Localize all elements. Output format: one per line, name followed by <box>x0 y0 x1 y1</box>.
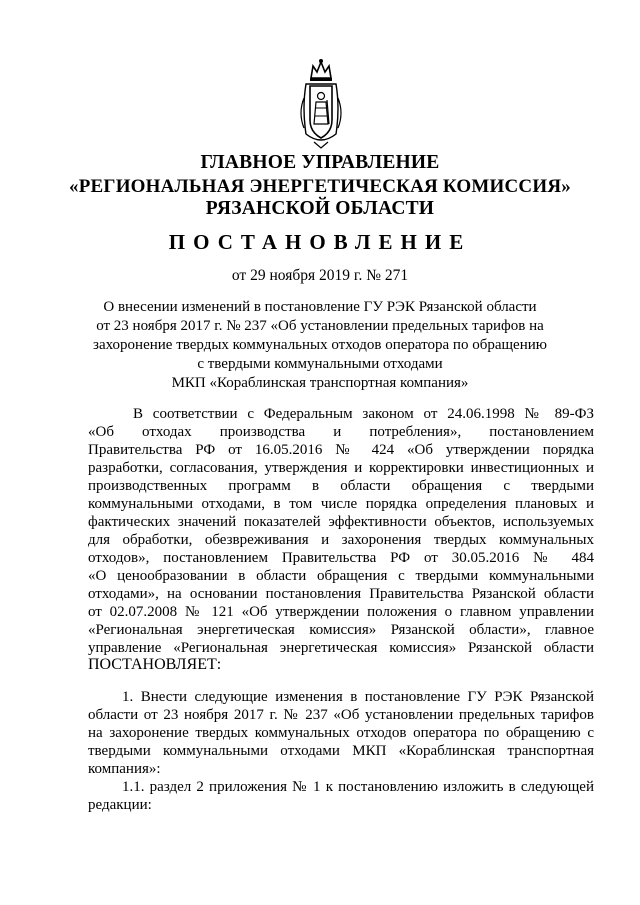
subject-line: с твердыми коммунальными отходами <box>197 356 443 372</box>
preamble-line: для обработки, обезвреживания и захоронения твердых коммунальных <box>88 532 594 548</box>
preamble-line: управление «Региональная энергетическая комиссия» Рязанской области <box>88 640 594 656</box>
preamble-line: от 02.07.2008 № 121 «Об утверждении положения о главном управлении <box>88 604 594 620</box>
item-1-line: твердыми коммунальными отходами МКП «Кораблинская транспортная <box>88 743 594 759</box>
item-1-1-line: редакции: <box>88 797 152 813</box>
preamble-line: «О ценообразовании в области обращения с твердыми коммунальными <box>88 568 594 584</box>
preamble-line: разработки, согласования, утверждения и корректировки инвестиционных и <box>88 460 594 476</box>
item-1-1-line: 1.1. раздел 2 приложения № 1 к постановлению изложить в следующей <box>122 779 594 795</box>
item-1-line: 1. Внести следующие изменения в постановление ГУ РЭК Рязанской <box>122 689 594 705</box>
coat-of-arms-emblem <box>296 58 346 150</box>
preamble-line: производственных программ в области обращения с твердыми <box>88 478 594 494</box>
preamble-line: отходов», постановлением Правительства РФ от 30.05.2016 № 484 <box>88 550 594 566</box>
org-name-line-2: «РЕГИОНАЛЬНАЯ ЭНЕРГЕТИЧЕСКАЯ КОМИССИЯ» <box>69 176 571 197</box>
subject-line: от 23 ноября 2017 г. № 237 «Об установлении предельных тарифов на <box>96 318 544 334</box>
org-name-line-3: РЯЗАНСКОЙ ОБЛАСТИ <box>205 198 435 219</box>
preamble-line: отходами», на основании постановления Правительства Рязанской области <box>88 586 594 602</box>
item-1-line: компания»: <box>88 761 161 777</box>
preamble-line: фактических значений показателей эффективности объектов, используемых <box>88 514 594 530</box>
preamble-line: «Об отходах производства и потребления», постановлением <box>88 424 594 440</box>
resolves-keyword: ПОСТАНОВЛЯЕТ: <box>88 656 222 673</box>
subject-line: захоронение твердых коммунальных отходов оператора по обращению <box>93 337 547 353</box>
subject-line: О внесении изменений в постановление ГУ РЭК Рязанской области <box>103 299 537 315</box>
preamble-line: коммунальными отходами, в том числе порядка определения плановых и <box>88 496 594 512</box>
document-date-number: от 29 ноября 2019 г. № 271 <box>231 267 409 284</box>
preamble-line: «Региональная энергетическая комиссия» Рязанской области», главное <box>88 622 594 638</box>
preamble-line: Правительства РФ от 16.05.2016 № 424 «Об утверждении порядка <box>88 442 594 458</box>
org-name-line-1: ГЛАВНОЕ УПРАВЛЕНИЕ <box>200 152 440 173</box>
item-1-line: на захоронение твердых коммунальных отходов оператора по обращению с <box>88 725 594 741</box>
subject-line: МКП «Кораблинская транспортная компания» <box>171 375 469 391</box>
preamble-line: В соответствии с Федеральным законом от 24.06.1998 № 89-ФЗ <box>133 406 594 422</box>
item-1-line: области от 23 ноября 2017 г. № 237 «Об установлении предельных тарифов <box>88 707 594 723</box>
document-type-title: ПОСТАНОВЛЕНИЕ <box>168 230 472 254</box>
